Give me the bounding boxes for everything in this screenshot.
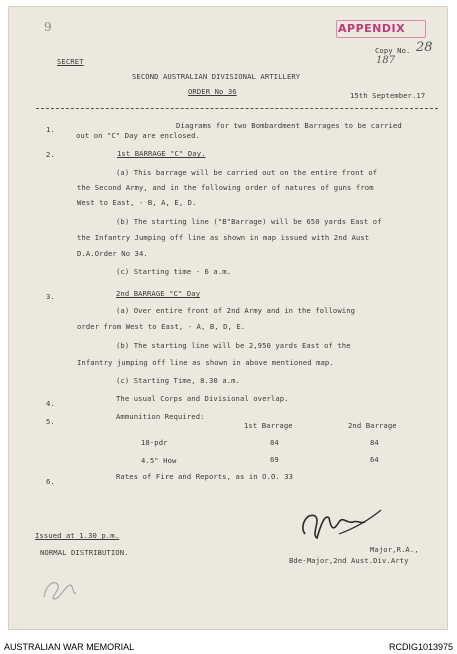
body-line: the Second Army, and in the following order of natures of guns from — [77, 183, 374, 192]
secret-marking: SECRET — [57, 57, 84, 66]
appendix-stamp: APPENDIX — [338, 22, 406, 35]
body-line: (a) This barrage will be carried out on the entire front of — [116, 168, 378, 177]
body-line: (a) Over entire front of 2nd Army and in the following — [116, 306, 356, 315]
unit-heading: SECOND AUSTRALIAN DIVISIONAL ARTILLERY — [132, 72, 301, 81]
signature — [295, 504, 385, 544]
ammo-value: 84 — [370, 438, 379, 447]
footer-reference: RCDIG1013975 — [388, 642, 453, 652]
signatory-rank: Major,R.A., — [370, 545, 419, 554]
copy-number-secondary: 187 — [376, 55, 396, 66]
pencil-scribble — [44, 583, 76, 599]
pencil-annotation — [40, 575, 80, 605]
issued-time: Issued at 1.30 p.m. — [35, 531, 120, 540]
body-line: (c) Starting Time, 8.30 a.m. — [116, 376, 240, 385]
section-heading: 2nd BARRAGE "C" Day — [116, 289, 201, 298]
ammo-gun-name: 4.5" How — [141, 456, 177, 465]
distribution: NORMAL DISTRIBUTION. — [40, 548, 129, 557]
copy-number-handwritten: 28 — [416, 40, 433, 55]
body-line: Rates of Fire and Reports, as in O.O. 33 — [116, 472, 294, 481]
para-number: 3. — [46, 292, 55, 301]
body-line: The usual Corps and Divisional overlap. — [116, 394, 289, 403]
para-number: 4. — [46, 399, 55, 408]
ammo-col-1st-barrage: 1st Barrage — [244, 421, 293, 430]
ammo-value: 84 — [270, 438, 279, 447]
body-line: (c) Starting time - 6 a.m. — [116, 267, 232, 276]
order-date: 15th September.17 — [350, 91, 426, 100]
ammo-gun-name: 18-pdr — [141, 438, 168, 447]
body-line: Diagrams for two Bombardment Barrages to be carried — [176, 121, 402, 130]
copy-label — [375, 46, 410, 55]
section-heading: 1st BARRAGE "C" Day. — [117, 149, 206, 158]
para-number: 6. — [46, 477, 55, 486]
body-line: D.A.Order No 34. — [77, 249, 148, 258]
body-line: Ammunition Required: — [116, 412, 205, 421]
footer-institution: AUSTRALIAN WAR MEMORIAL — [4, 642, 135, 652]
para-number: 5. — [46, 417, 55, 426]
body-line: order from West to East, - A, B, D, E. — [77, 322, 246, 331]
para-number: 1. — [46, 125, 55, 134]
ammo-value: 64 — [370, 455, 379, 464]
para-number: 2. — [46, 150, 55, 159]
body-line: the Infantry Jumping off line as shown in map issued with 2nd Aust — [77, 233, 370, 242]
order-number: ORDER No 36 — [188, 87, 237, 96]
body-line: West to East, - B, A, E, D. — [77, 198, 197, 207]
body-line: out on "C" Day are enclosed. — [76, 131, 200, 140]
header-separator — [36, 108, 438, 109]
ammo-col-2nd-barrage: 2nd Barrage — [348, 421, 397, 430]
copy-label-text: Copy No. — [375, 46, 411, 55]
ammo-value: 69 — [270, 455, 279, 464]
body-line: (b) The starting line ("B"Barrage) will be 650 yards East of — [116, 217, 382, 226]
body-line: Infantry jumping off line as shown in above mentioned map. — [77, 358, 334, 367]
body-line: (b) The starting line will be 2,950 yards East of the — [116, 341, 351, 350]
signatory-appointment: Bde-Major,2nd Aust.Div.Arty — [289, 556, 409, 565]
corner-page-number: 9 — [44, 20, 52, 34]
